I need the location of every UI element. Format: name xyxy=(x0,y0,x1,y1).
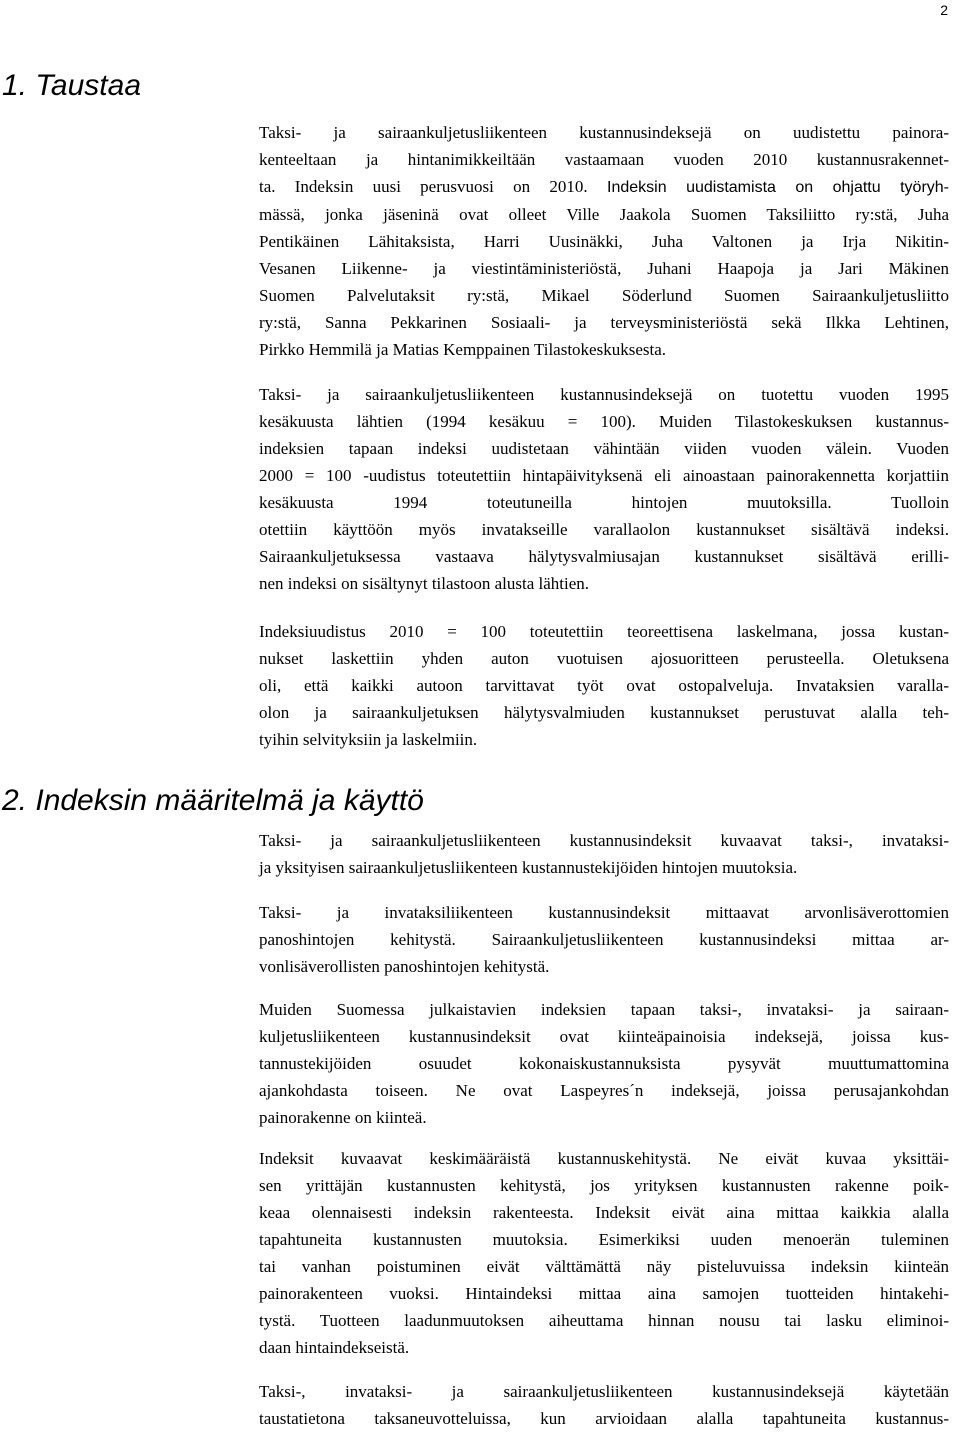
paragraph-definition-4 xyxy=(259,1145,949,1361)
text-line: Suomen Palvelutaksit ry:stä, Mikael Söderlund Suomen Sairaankuljetusliitto xyxy=(259,286,949,305)
text-line: tapahtuneita kustannusten muutoksia. Esimerkiksi uuden menoerän tuleminen xyxy=(259,1230,949,1249)
paragraph-background-3 xyxy=(259,618,949,753)
text-line: Pirkko Hemmilä ja Matias Kemppainen Tilastokeskuksesta. xyxy=(259,340,667,359)
text-line: daan hintaindekseistä. xyxy=(259,1338,410,1357)
paragraph-background-2 xyxy=(259,381,949,597)
text-line: Vesanen Liikenne- ja viestintäministeriöstä, Juhani Haapoja ja Jari Mäkinen xyxy=(259,259,949,278)
text-line: keaa olennaisesti indeksin rakenteesta. Indeksit eivät aina mittaa kaikkia alalla xyxy=(259,1203,949,1222)
text-line: indeksien tapaan indeksi uudistetaan vähintään viiden vuoden välein. Vuoden xyxy=(259,439,949,458)
text-line: Taksi- ja sairaankuljetusliikenteen kustannusindeksejä on uudistettu painora- xyxy=(259,123,949,142)
text-line: Taksi- ja sairaankuljetusliikenteen kustannusindeksit kuvaavat taksi-, invataksi- xyxy=(259,831,949,850)
text-line: olon ja sairaankuljetuksen hälytysvalmiuden kustannukset perustuvat alalla teh- xyxy=(259,703,949,722)
text-line: oli, että kaikki autoon tarvittavat työt ovat ostopalveluja. Invataksien varalla- xyxy=(259,676,949,695)
page-number: 2 xyxy=(940,2,948,18)
text-line: otettiin käyttöön myös invatakseille varallaolon kustannukset sisältävä indeksi. xyxy=(259,520,949,539)
text-line: Taksi- ja invataksiliikenteen kustannusindeksit mittaavat arvonlisäverottomien xyxy=(259,903,949,922)
text-line: mässä, jonka jäseninä ovat olleet Ville Jaakola Suomen Taksiliitto ry:stä, Juha xyxy=(259,205,949,224)
text-segment-sans: Indeksin uudistamista on ohjattu työryh- xyxy=(587,179,949,196)
section-heading-taustaa: 1. Taustaa xyxy=(2,69,141,102)
text-line: taustatietona taksaneuvotteluissa, kun arvioidaan alalla tapahtuneita kustannus- xyxy=(259,1409,949,1428)
text-line: panoshintojen kehitystä. Sairaankuljetusliikenteen kustannusindeksi mittaa ar- xyxy=(259,930,949,949)
text-line: Indeksiuudistus 2010 = 100 toteutettiin teoreettisena laskelmana, jossa kustan- xyxy=(259,622,949,641)
text-line: Taksi-, invataksi- ja sairaankuljetusliikenteen kustannusindeksejä käytetään xyxy=(259,1382,949,1401)
section-heading-indeksin-maaritelma: 2. Indeksin määritelmä ja käyttö xyxy=(2,784,424,817)
text-line: Pentikäinen Lähitaksista, Harri Uusinäkki, Juha Valtonen ja Irja Nikitin- xyxy=(259,232,949,251)
text-line: kenteeltaan ja hintanimikkeiltään vastaamaan vuoden 2010 kustannusrakennet- xyxy=(259,150,949,169)
paragraph-definition-3 xyxy=(259,996,949,1131)
text-line: painorakenne on kiinteä. xyxy=(259,1108,427,1127)
text-line: painorakenteen vuoksi. Hintaindeksi mittaa aina samojen tuotteiden hintakehi- xyxy=(259,1284,949,1303)
text-line xyxy=(259,173,949,201)
text-line: Indeksit kuvaavat keskimääräistä kustannuskehitystä. Ne eivät kuvaa yksittäi- xyxy=(259,1149,949,1168)
paragraph-definition-2 xyxy=(259,899,949,980)
text-line: Taksi- ja sairaankuljetusliikenteen kustannusindeksejä on tuotettu vuoden 1995 xyxy=(259,385,949,404)
text-segment: ta. Indeksin uusi perusvuosi on 2010. xyxy=(259,177,588,196)
text-line: Sairaankuljetuksessa vastaava hälytysvalmiusajan kustannukset sisältävä erilli- xyxy=(259,547,949,566)
text-line: ja yksityisen sairaankuljetusliikenteen kustannustekijöiden hintojen muutoksia. xyxy=(259,858,798,877)
paragraph-definition-1 xyxy=(259,827,949,881)
text-line: vonlisäverollisten panoshintojen kehitystä. xyxy=(259,957,550,976)
text-line: tannustekijöiden osuudet kokonaiskustannuksista pysyvät muuttumattomina xyxy=(259,1054,949,1073)
paragraph-background-1 xyxy=(259,119,949,363)
text-line: ajankohdasta toiseen. Ne ovat Laspeyres´n indeksejä, joissa perusajankohdan xyxy=(259,1081,949,1100)
text-line: tyihin selvityksiin ja laskelmiin. xyxy=(259,730,478,749)
text-line: tystä. Tuotteen laadunmuutoksen aiheuttama hinnan nousu tai lasku eliminoi- xyxy=(259,1311,949,1330)
text-line: kuljetusliikenteen kustannusindeksit ovat kiinteäpainoisia indeksejä, joissa kus- xyxy=(259,1027,949,1046)
text-line: nen indeksi on sisältynyt tilastoon alusta lähtien. xyxy=(259,574,590,593)
text-line: ry:stä, Sanna Pekkarinen Sosiaali- ja terveysministeriöstä sekä Ilkka Lehtinen, xyxy=(259,313,949,332)
text-line-wrapped: 2000 = 100 -uudistus toteutettiin hintapäivityksenä eli ainoastaan painorakennetta korjattiin kesäkuusta 1994 toteutuneilla hintojen muutoksilla. Tuolloin xyxy=(259,466,949,512)
text-line: nukset laskettiin yhden auton vuotuisen ajosuoritteen perusteella. Oletuksena xyxy=(259,649,949,668)
text-line: sen yrittäjän kustannusten kehitystä, jos yrityksen kustannusten rakenne poik- xyxy=(259,1176,949,1195)
text-line: tai vanhan poistuminen eivät välttämättä näy pisteluvuissa indeksin kiinteän xyxy=(259,1257,949,1276)
text-line: kesäkuusta lähtien (1994 kesäkuu = 100). Muiden Tilastokeskuksen kustannus- xyxy=(259,412,949,431)
paragraph-definition-5 xyxy=(259,1378,949,1432)
text-line: Muiden Suomessa julkaistavien indeksien tapaan taksi-, invataksi- ja sairaan- xyxy=(259,1000,949,1019)
